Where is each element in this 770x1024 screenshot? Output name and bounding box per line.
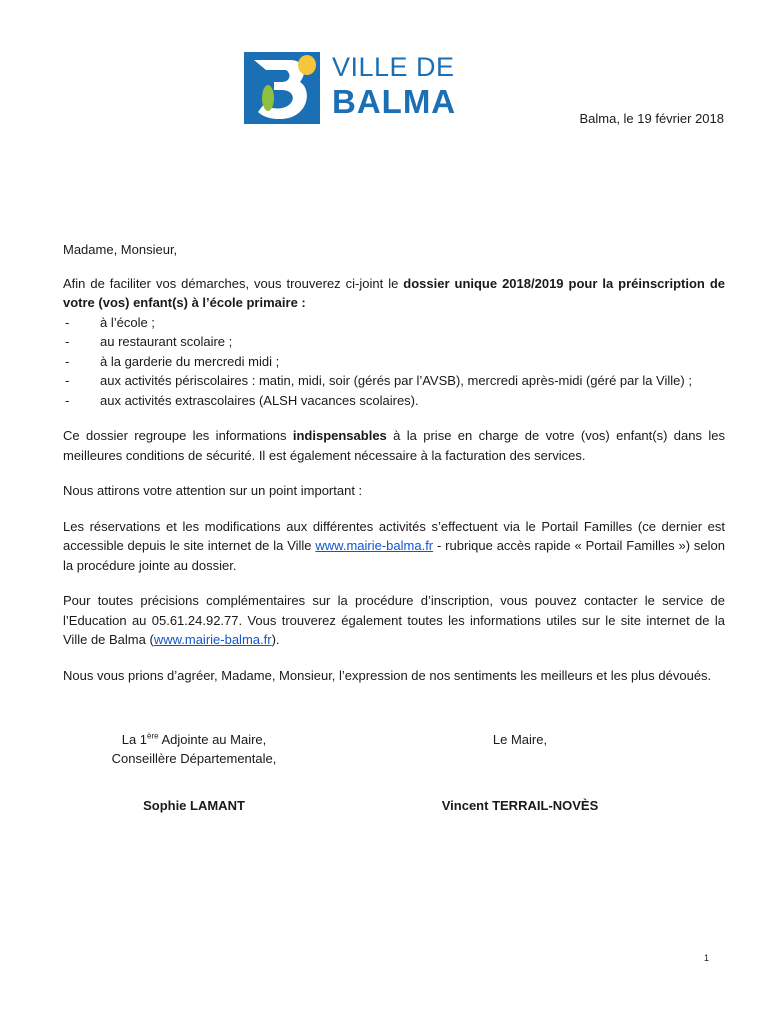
list-item bbox=[63, 332, 725, 352]
list-item-text: à l’école ; bbox=[100, 314, 155, 330]
list-dash: - bbox=[65, 373, 70, 388]
list-dash: - bbox=[65, 334, 70, 349]
logo-wordmark bbox=[332, 54, 456, 118]
logo-line-2: BALMA bbox=[332, 83, 457, 120]
mairie-website-link[interactable]: www.mairie-balma.fr bbox=[315, 538, 434, 553]
adjointe-subtitle: Conseillère Départementale, bbox=[111, 751, 277, 766]
signature-maire bbox=[430, 730, 610, 815]
list-item bbox=[63, 391, 725, 411]
adjointe-title bbox=[104, 730, 284, 749]
ville-de-balma-logo bbox=[244, 52, 474, 126]
balma-logo-mark-icon bbox=[244, 52, 320, 124]
contact-text-start: Pour toutes précisions complémentaires sur la procédure d’inscription, vous pouvez contacter le service de l’Education au 05.61.24.92.77. Vous trouverez également toutes les informations utiles sur le site internet de la Ville de Balma ( bbox=[63, 593, 725, 647]
list-dash: - bbox=[65, 353, 70, 369]
info-bold-text: indispensables bbox=[292, 428, 387, 443]
adjointe-title-suffix: Adjointe au Maire, bbox=[158, 732, 267, 747]
maire-name: Vincent TERRAIL-NOVÈS bbox=[441, 798, 599, 813]
list-item bbox=[63, 352, 725, 372]
info-paragraph bbox=[63, 426, 725, 465]
list-item-text: à la garderie du mercredi midi ; bbox=[100, 353, 280, 369]
logo-line-1: VILLE DE bbox=[332, 52, 455, 82]
info-text-start: Ce dossier regroupe les informations bbox=[63, 428, 293, 443]
maire-title: Le Maire, bbox=[492, 732, 548, 747]
adjointe-name: Sophie LAMANT bbox=[143, 798, 245, 813]
letter-date: Balma, le 19 février 2018 bbox=[579, 111, 724, 126]
portal-paragraph bbox=[63, 517, 725, 576]
list-dash: - bbox=[65, 314, 70, 330]
page-number: 1 bbox=[704, 953, 710, 963]
list-item-text: aux activités périscolaires : matin, midi, soir (gérés par l’AVSB), mercredi après-midi (géré par la Ville) ; bbox=[100, 373, 692, 388]
greeting: Madame, Monsieur, bbox=[63, 242, 178, 257]
closing-paragraph: Nous vous prions d’agréer, Madame, Monsieur, l’expression de nos sentiments les meilleurs et les plus dévoués. bbox=[63, 667, 712, 683]
contact-text-end: ). bbox=[271, 632, 280, 647]
letter-body bbox=[63, 240, 725, 701]
attention-paragraph: Nous attirons votre attention sur un point important : bbox=[63, 483, 363, 498]
list-item bbox=[63, 371, 725, 391]
list-item-text: au restaurant scolaire ; bbox=[100, 334, 233, 349]
portal-text-end: - rubrique accès rapide « Portail Familles ») selon la procédure jointe au dossier. bbox=[63, 538, 725, 573]
activity-list bbox=[63, 313, 725, 411]
maire-spacer bbox=[430, 749, 610, 768]
list-item-text: aux activités extrascolaires (ALSH vacances scolaires). bbox=[100, 392, 419, 408]
intro-paragraph bbox=[63, 274, 725, 313]
portal-text-start: Les réservations et les modifications aux différentes activités s’effectuent via le Portail Familles (ce dernier est accessible depuis le site internet de la Ville bbox=[63, 518, 725, 553]
info-text-end: à la prise en charge de votre (vos) enfant(s) dans les meilleures conditions de sécurité. Il est également nécessaire à la facturation des services. bbox=[63, 428, 725, 463]
mairie-website-link-2[interactable]: www.mairie-balma.fr bbox=[153, 632, 272, 647]
list-item bbox=[63, 313, 725, 333]
intro-bold-text: dossier unique 2018/2019 pour la préinscription de votre (vos) enfant(s) à l’école primaire : bbox=[63, 275, 725, 310]
intro-text: Afin de faciliter vos démarches, vous trouverez ci-joint le bbox=[63, 275, 404, 291]
adjointe-title-sup: ère bbox=[147, 731, 159, 741]
list-dash: - bbox=[65, 392, 70, 408]
signature-adjointe bbox=[104, 730, 284, 815]
adjointe-title-prefix: La 1 bbox=[121, 732, 148, 747]
contact-paragraph bbox=[63, 591, 725, 650]
